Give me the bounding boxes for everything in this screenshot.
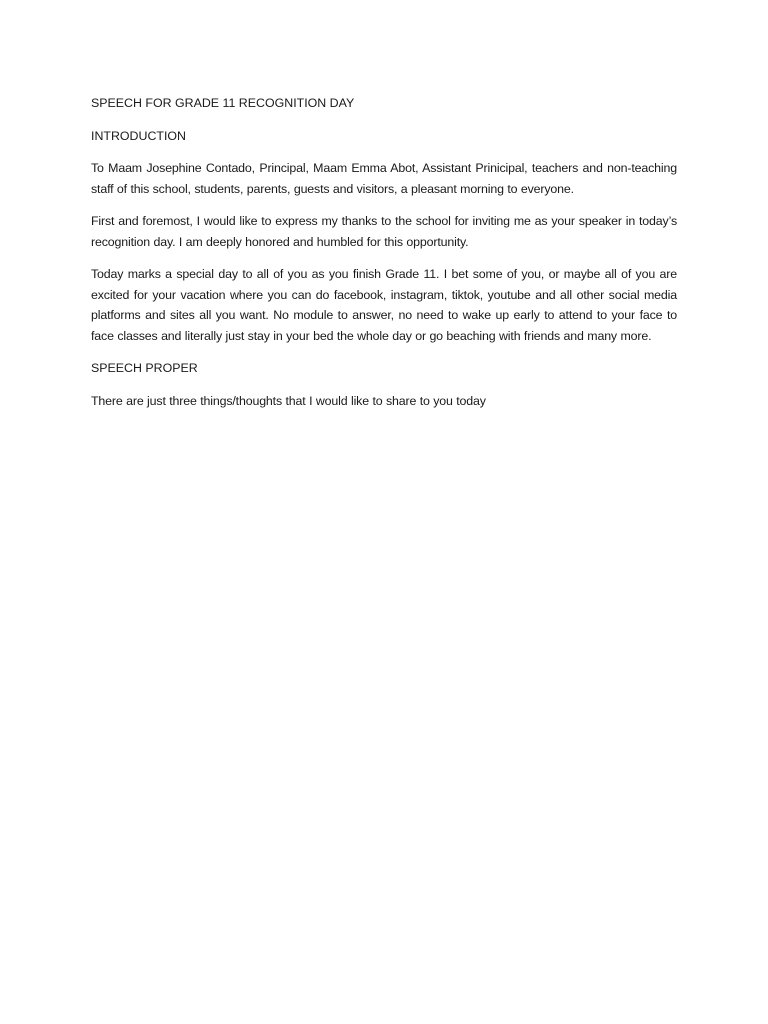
section-heading-introduction: INTRODUCTION <box>91 128 186 143</box>
section-heading-speech-proper: SPEECH PROPER <box>91 361 198 375</box>
paragraph-special-day: Today marks a special day to all of you as you finish Grade 11. I bet some of you, or maybe all of you are excited for your vacation where you can do facebook, instagram, tiktok, youtube and all other social media platforms and sites all you want. No module to answer, no need to wake up early to attend to your face to face classes and literally just stay in your bed the whole day or go beaching with friends and many more. <box>91 267 677 343</box>
paragraph-thanks: First and foremost, I would like to express my thanks to the school for inviting me as your speaker in today’s recognition day. I am deeply honored and humbled for this opportunity. <box>91 214 677 249</box>
document-title: SPEECH FOR GRADE 11 RECOGNITION DAY <box>91 96 355 110</box>
document-body <box>91 93 677 423</box>
paragraph-greeting: To Maam Josephine Contado, Principal, Maam Emma Abot, Assistant Prinicipal, teachers and non-teaching staff of this school, students, parents, guests and visitors, a pleasant morning to everyone. <box>91 161 677 196</box>
paragraph-three-things: There are just three things/thoughts that I would like to share to you today <box>91 393 486 408</box>
